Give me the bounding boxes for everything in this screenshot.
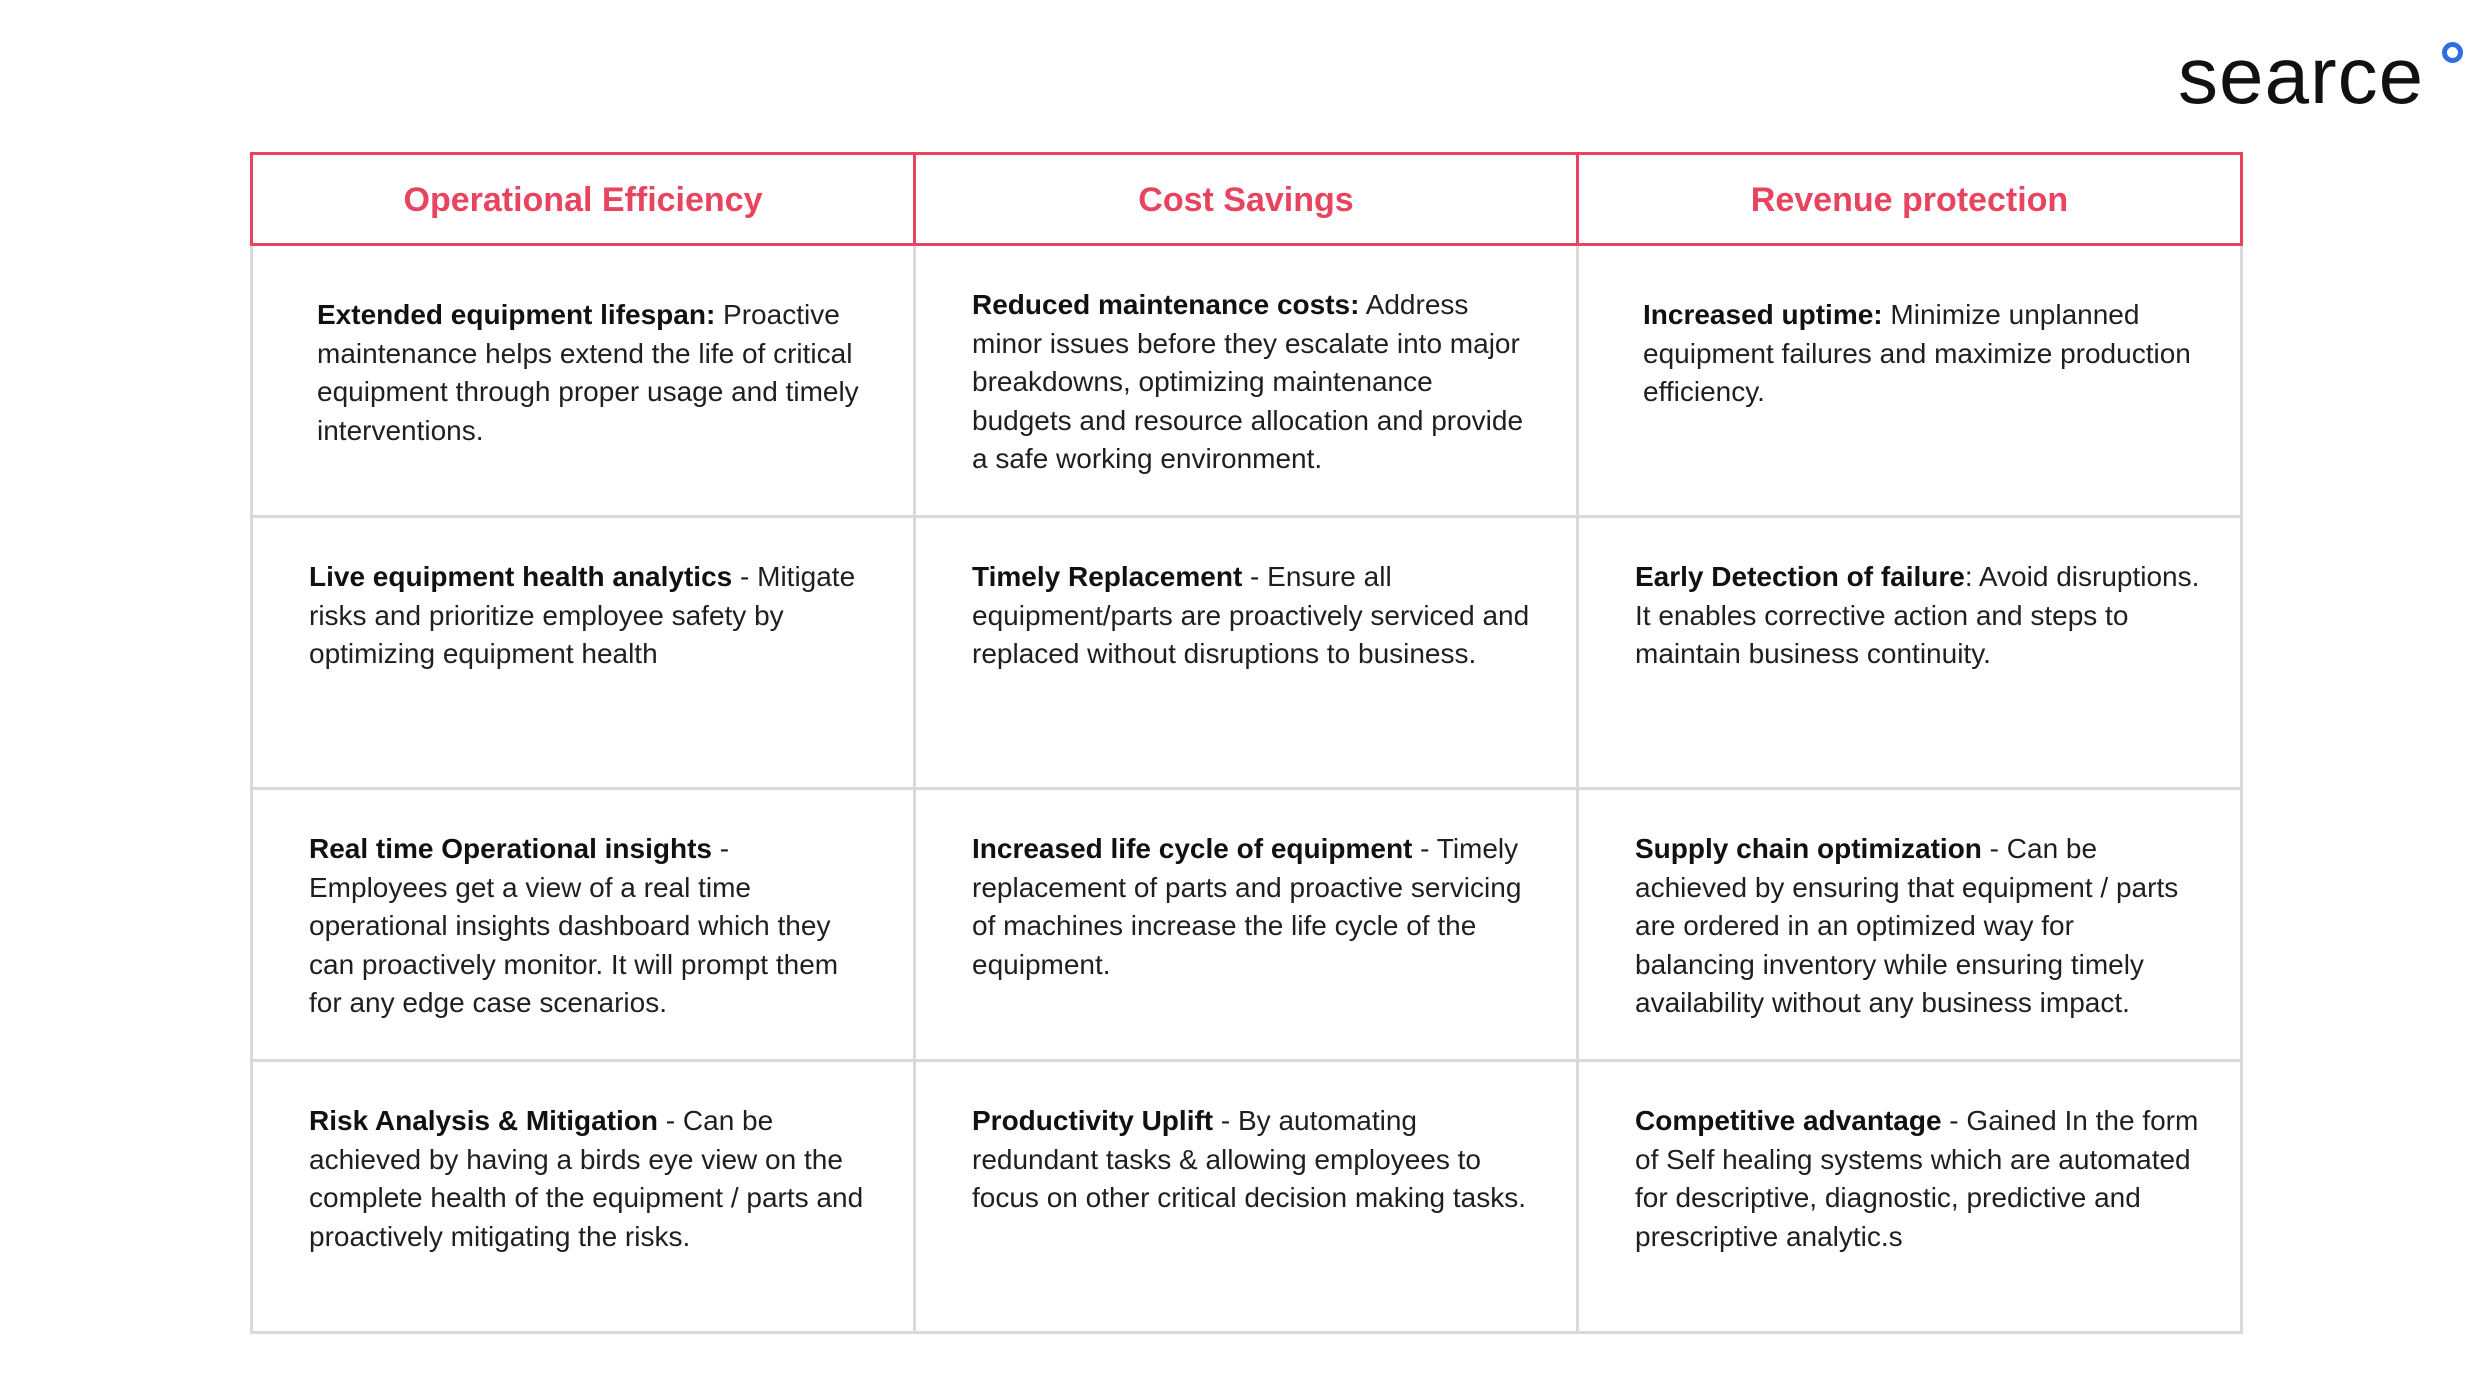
cell-title: Competitive advantage: [1635, 1105, 1942, 1136]
cell-title: Supply chain optimization: [1635, 833, 1982, 864]
table-row: [252, 1061, 2242, 1333]
logo-text: searce: [2178, 31, 2425, 120]
cell-text: Address minor issues before they escalate into major breakdowns, optimizing maintenance budgets and resource allocation and provide a safe working environment.: [972, 289, 1524, 474]
cell-title: Early Detection of failure: [1635, 561, 1965, 592]
table-row: [252, 517, 2242, 789]
table-row: [252, 789, 2242, 1061]
header-row: [252, 154, 2242, 245]
table-cell: [252, 789, 915, 1061]
cell-text: - Gained In the form of Self healing systems which are automated for descriptive, diagnostic, predictive and prescriptive analytic.s: [1635, 1105, 2199, 1252]
cell-text: Minimize unplanned equipment failures and maximize production efficiency.: [1643, 299, 2191, 407]
cell-text: - Timely replacement of parts and proactive servicing of machines increase the life cycle of the equipment.: [972, 833, 1522, 980]
cell-title: Live equipment health analytics: [309, 561, 733, 592]
benefits-table: [250, 152, 2243, 1334]
searce-logo: [2178, 31, 2468, 120]
cell-title: Reduced maintenance costs:: [972, 289, 1360, 320]
logo-dot-icon: [2442, 42, 2463, 63]
table-cell: [1578, 517, 2242, 789]
table-cell: [1578, 1061, 2242, 1333]
cell-title: Increased uptime:: [1643, 299, 1883, 330]
table-cell: [915, 789, 1578, 1061]
cell-title: Risk Analysis & Mitigation: [309, 1105, 659, 1136]
cell-title: Real time Operational insights: [309, 833, 712, 864]
cell-text: - Employees get a view of a real time operational insights dashboard which they can proactively monitor. It will prompt them for any edge case scenarios.: [309, 833, 839, 1018]
cell-title: Productivity Uplift: [972, 1105, 1214, 1136]
cell-text: : Avoid disruptions. It enables corrective action and steps to maintain business continuity.: [1635, 561, 2200, 669]
cell-text: - Mitigate risks and prioritize employee safety by optimizing equipment health: [309, 561, 856, 669]
table-cell: [915, 517, 1578, 789]
table-cell: [252, 245, 915, 517]
cell-text: Proactive maintenance helps extend the life of critical equipment through proper usage and timely interventions.: [317, 299, 859, 446]
cell-title: Timely Replacement: [972, 561, 1243, 592]
header-cost-savings: Cost Savings: [915, 154, 1578, 245]
cell-text: - By automating redundant tasks & allowing employees to focus on other critical decision making tasks.: [972, 1105, 1527, 1213]
cell-text: - Ensure all equipment/parts are proactively serviced and replaced without disruptions to business.: [972, 561, 1530, 669]
header-operational-efficiency: Operational Efficiency: [252, 154, 915, 245]
cell-text: - Can be achieved by ensuring that equipment / parts are ordered in an optimized way for balancing inventory while ensuring timely availability without any business impact.: [1635, 833, 2179, 1018]
table-row: [252, 245, 2242, 517]
cell-title: Extended equipment lifespan:: [317, 299, 716, 330]
cell-title: Increased life cycle of equipment: [972, 833, 1413, 864]
table-cell: [915, 1061, 1578, 1333]
table-cell: [1578, 245, 2242, 517]
table-cell: [252, 517, 915, 789]
table-cell: [1578, 789, 2242, 1061]
header-revenue-protection: Revenue protection: [1578, 154, 2242, 245]
table-cell: [252, 1061, 915, 1333]
cell-text: - Can be achieved by having a birds eye view on the complete health of the equipment / parts and proactively mitigating the risks.: [309, 1105, 864, 1252]
table-cell: [915, 245, 1578, 517]
